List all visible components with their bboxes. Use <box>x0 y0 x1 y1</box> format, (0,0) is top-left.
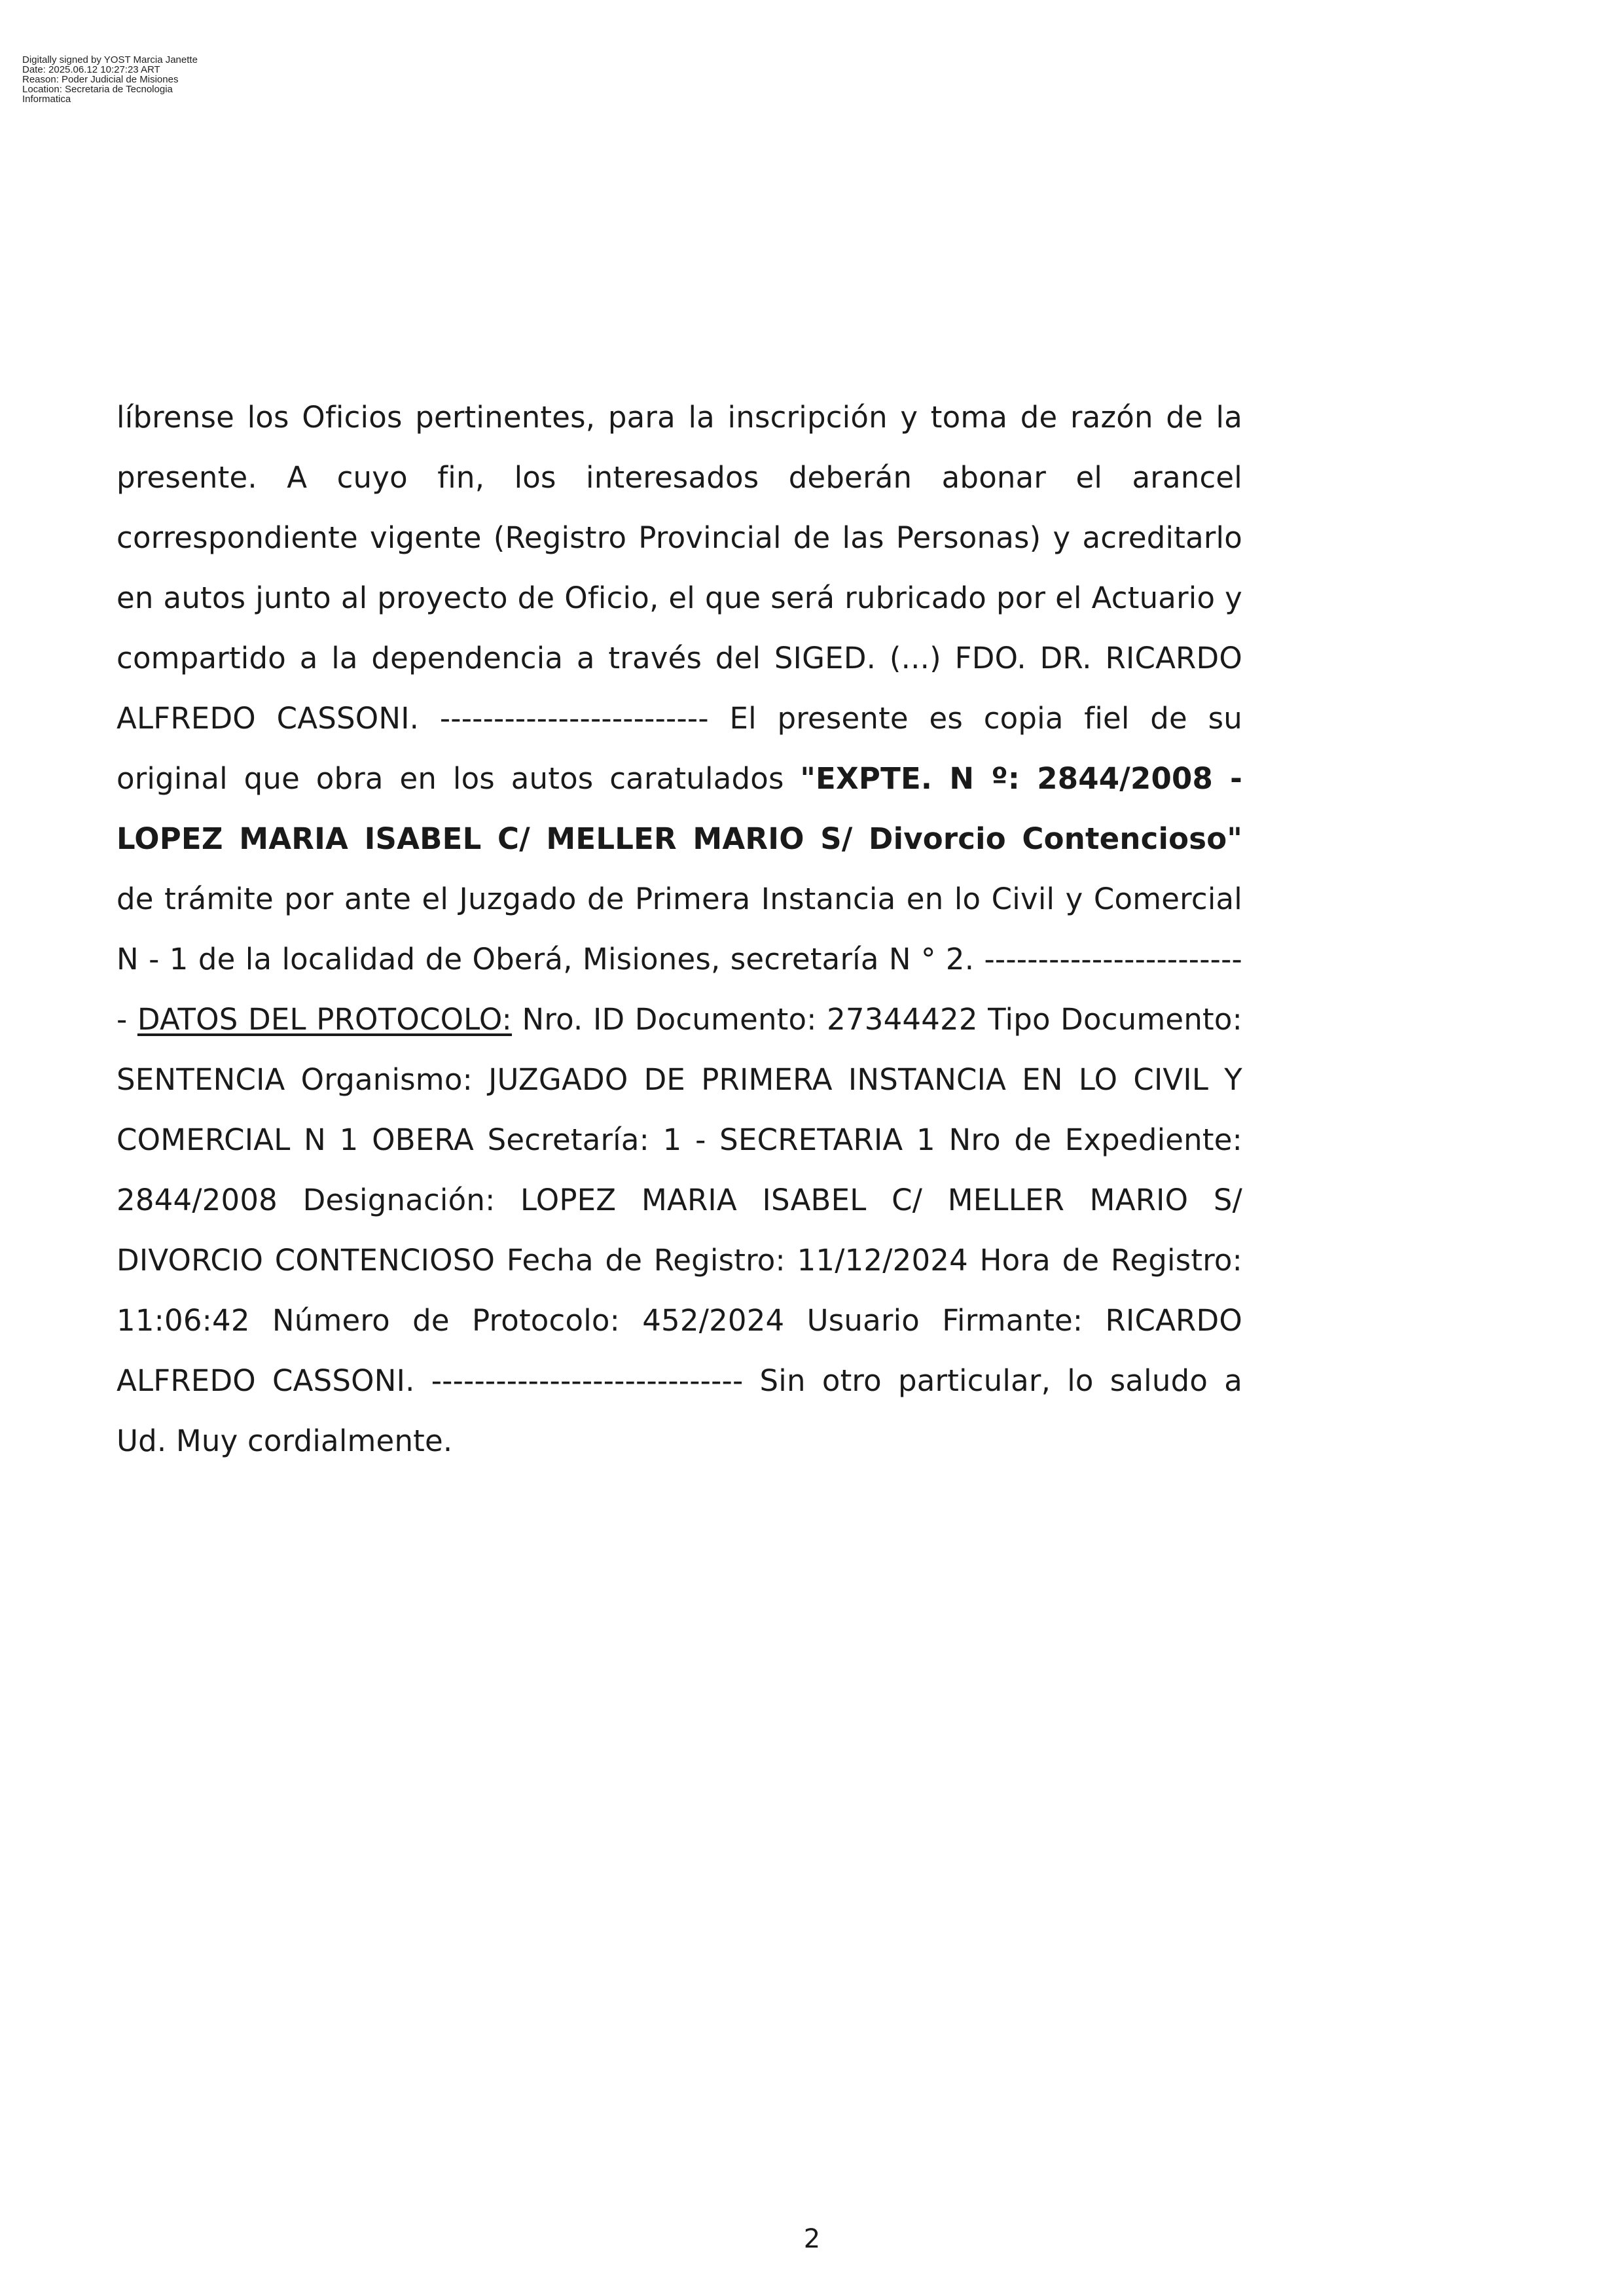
signature-reason: Reason: Poder Judicial de Misiones <box>22 74 179 85</box>
signature-signer: Digitally signed by YOST Marcia Janette <box>22 54 198 65</box>
body-text-intro: líbrense los Oficios pertinentes, para la inscripción y toma de razón de la presente. A cuyo fin, los interesados deberán abonar el arancel correspondiente vigente (Registro Provincial de las Personas) y acreditarlo en autos junto al proyecto de Oficio, el que será rubricado por el Actuario y compartido a la dependencia a través del SIGED. (...) FDO. DR. RICARDO ALFREDO CASSONI. ------------------------- El presente es copia fiel de su original que obra en los autos caratulados <box>117 400 1242 796</box>
page-number: 2 <box>803 2224 821 2254</box>
protocol-label: DATOS DEL PROTOCOLO: <box>137 1002 513 1037</box>
body-text-protocol: Nro. ID Documento: 27344422 Tipo Documento: SENTENCIA Organismo: JUZGADO DE PRIMERA INSTANCIA EN LO CIVIL Y COMERCIAL N 1 OBERA Secretaría: 1 - SECRETARIA 1 Nro de Expediente: 2844/2008 Designación: LOPEZ MARIA ISABEL C/ MELLER MARIO S/ DIVORCIO CONTENCIOSO Fecha de Registro: 11/12/2024 Hora de Registro: 11:06:42 Número de Protocolo: 452/2024 Usuario Firmante: RICARDO ALFREDO CASSONI. ----------------------------- Sin otro particular, lo saludo a Ud. Muy cordialmente. <box>117 1002 1242 1458</box>
case-title: "EXPTE. N º: 2844/2008 - LOPEZ MARIA ISABEL C/ MELLER MARIO S/ Divorcio Contencioso" <box>117 761 1243 856</box>
signature-location-cont: Informatica <box>22 94 71 105</box>
document-body <box>117 387 1242 1471</box>
body-text-court: de trámite por ante el Juzgado de Primera Instancia en lo Civil y Comercial N - 1 de la localidad de Oberá, Misiones, secretaría N ° 2. ------------------------- <box>117 882 1242 1037</box>
signature-date: Date: 2025.06.12 10:27:23 ART <box>22 64 160 75</box>
digital-signature-stamp <box>22 55 198 104</box>
signature-location: Location: Secretaria de Tecnologia <box>22 84 173 95</box>
body-paragraph <box>117 387 1242 1471</box>
